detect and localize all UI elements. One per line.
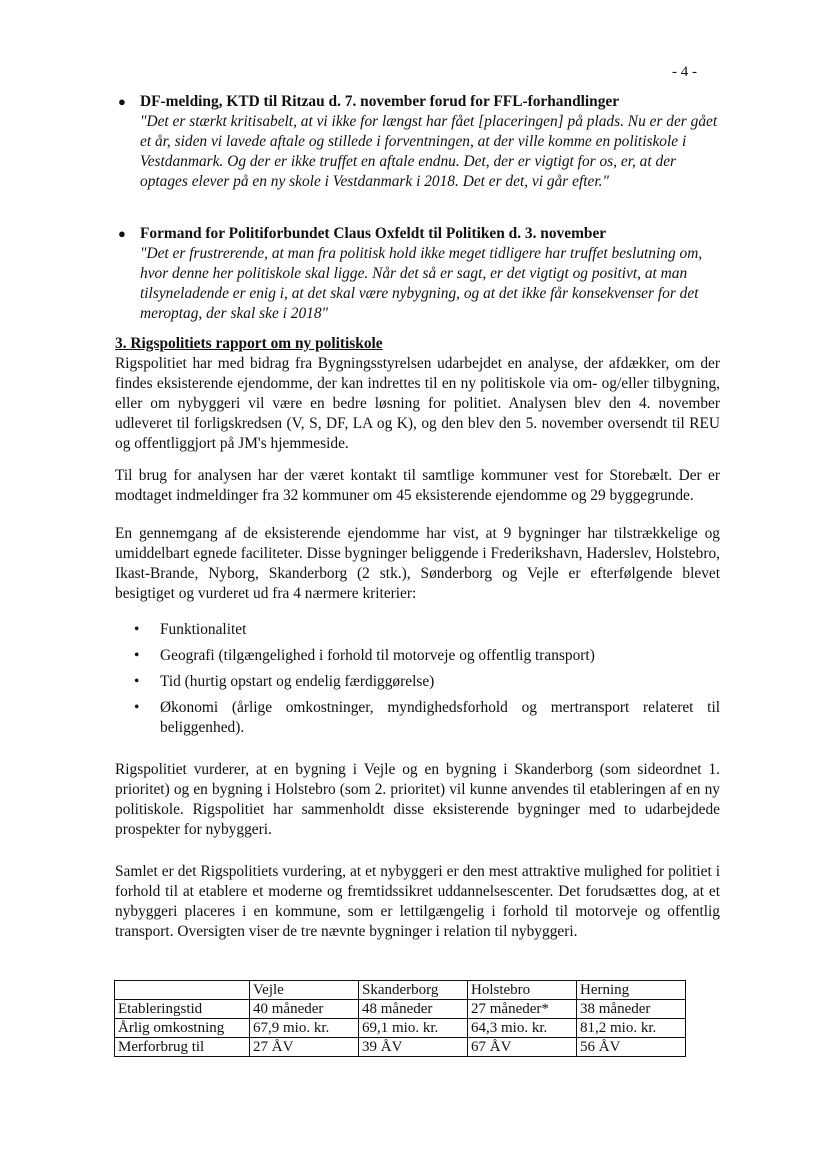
table-cell: 56 ÅV	[577, 1038, 686, 1057]
table-cell: 27 måneder*	[468, 1000, 577, 1019]
table-cell: 64,3 mio. kr.	[468, 1019, 577, 1038]
section-paragraph: Rigspolitiet har med bidrag fra Bygningsstyrelsen udarbejdet en analyse, der afdækker, om der findes eksisterende ejendomme, der kan indrettes til en ny politiskole via om- og/eller tilbygning, eller om nybyggeri vil være en bedre løsning for politiet. Analysen blev den 4. november udleveret til forligskredsen (V, S, DF, LA og K), og den blev den 5. november oversendt til REU og offentliggjort på JM's hjemmeside.	[115, 355, 720, 452]
list-item: • Økonomi (årlige omkostninger, myndighedsforhold og mertransport relateret til beliggenhed).	[160, 698, 720, 738]
section-paragraph: Rigspolitiet vurderer, at en bygning i Vejle og en bygning i Skanderborg (som sideordnet 1. prioritet) og en bygning i Holstebro (som 2. prioritet) vil kunne anvendes til etableringen af en ny politiskole. Rigspolitiet har sammenholdt disse eksisterende bygninger med to udarbejdede prospekter for nybyggeri.	[115, 761, 720, 838]
table-cell: 40 måneder	[250, 1000, 359, 1019]
table-row	[115, 1038, 686, 1057]
table-cell: 67 ÅV	[468, 1038, 577, 1057]
list-item: • Funktionalitet	[160, 620, 720, 640]
table-header-cell: Vejle	[250, 981, 359, 1000]
bullet-icon: ●	[118, 94, 126, 109]
table-row	[115, 1000, 686, 1019]
page-number: - 4 -	[672, 64, 697, 80]
table-header-cell: Holstebro	[468, 981, 577, 1000]
list-item: • Tid (hurtig opstart og endelig færdiggørelse)	[160, 672, 720, 692]
table-header-cell	[115, 981, 250, 1000]
table-cell: 67,9 mio. kr.	[250, 1019, 359, 1038]
table-cell: 69,1 mio. kr.	[359, 1019, 468, 1038]
comparison-table	[114, 980, 686, 1057]
quote-text: "Det er frustrerende, at man fra politisk hold ikke meget tidligere har truffet beslutning om, hvor denne her politiskole skal ligge. Når det så er sagt, er det vigtigt og positivt, at man tilsyneladende er enig i, at det skal være nybygning, og at det ikke får konsekvenser for det meroptag, der skal ske i 2018"	[140, 245, 703, 322]
table-cell: Merforbrug til	[115, 1038, 250, 1057]
section-heading: 3. Rigspolitiets rapport om ny politiskole	[115, 335, 383, 352]
table-row	[115, 1019, 686, 1038]
section-paragraph: Til brug for analysen har der været kontakt til samtlige kommuner vest for Storebælt. Der er modtaget indmeldinger fra 32 kommuner om 45 eksisterende ejendomme og 29 byggegrunde.	[115, 467, 720, 504]
table-header-cell: Skanderborg	[359, 981, 468, 1000]
table-cell: 27 ÅV	[250, 1038, 359, 1057]
quote-title: DF-melding, KTD til Ritzau d. 7. november forud for FFL-forhandlinger	[140, 93, 620, 110]
criteria-list	[160, 620, 720, 744]
table-header-cell: Herning	[577, 981, 686, 1000]
table-cell: Etableringstid	[115, 1000, 250, 1019]
table-cell: Årlig omkostning	[115, 1019, 250, 1038]
quote-title: Formand for Politiforbundet Claus Oxfeldt til Politiken d. 3. november	[140, 225, 607, 242]
quote-item	[118, 224, 720, 324]
bullet-icon: ●	[118, 226, 126, 241]
section-block	[115, 334, 720, 454]
table-cell: 39 ÅV	[359, 1038, 468, 1057]
section-paragraph: En gennemgang af de eksisterende ejendomme har vist, at 9 bygninger har tilstrækkelige og umiddelbart egnede faciliteter. Disse bygninger beliggende i Frederikshavn, Haderslev, Holstebro, Ikast-Brande, Nyborg, Skanderborg (2 stk.), Sønderborg og Vejle er efterfølgende blevet besigtiget og vurderet ud fra 4 nærmere kriterier:	[115, 525, 720, 602]
table-cell: 38 måneder	[577, 1000, 686, 1019]
quote-item	[118, 92, 720, 192]
table-cell: 81,2 mio. kr.	[577, 1019, 686, 1038]
list-item: • Geografi (tilgængelighed i forhold til motorveje og offentlig transport)	[160, 646, 720, 666]
table-header-row	[115, 981, 686, 1000]
quote-text: "Det er stærkt kritisabelt, at vi ikke for længst har fået [placeringen] på plads. Nu er der gået et år, siden vi lavede aftale og stillede i forventningen, at der ville komme en politiskole i Vestdanmark. Og der er ikke truffet en aftale endnu. Det, der er vigtigt for os, er, at der optages elever på en ny skole i Vestdanmark i 2018. Det er det, vi går efter."	[140, 113, 718, 190]
section-paragraph: Samlet er det Rigspolitiets vurdering, at et nybyggeri er den mest attraktive mulighed for politiet i forhold til at etablere et moderne og fremtidssikret uddannelsescenter. Det forudsættes dog, at et nybyggeri placeres i en kommune, som er lettilgængelig i forhold til motorveje og offentlig transport. Oversigten viser de tre nævnte bygninger i relation til nybyggeri.	[115, 863, 720, 940]
table-cell: 48 måneder	[359, 1000, 468, 1019]
